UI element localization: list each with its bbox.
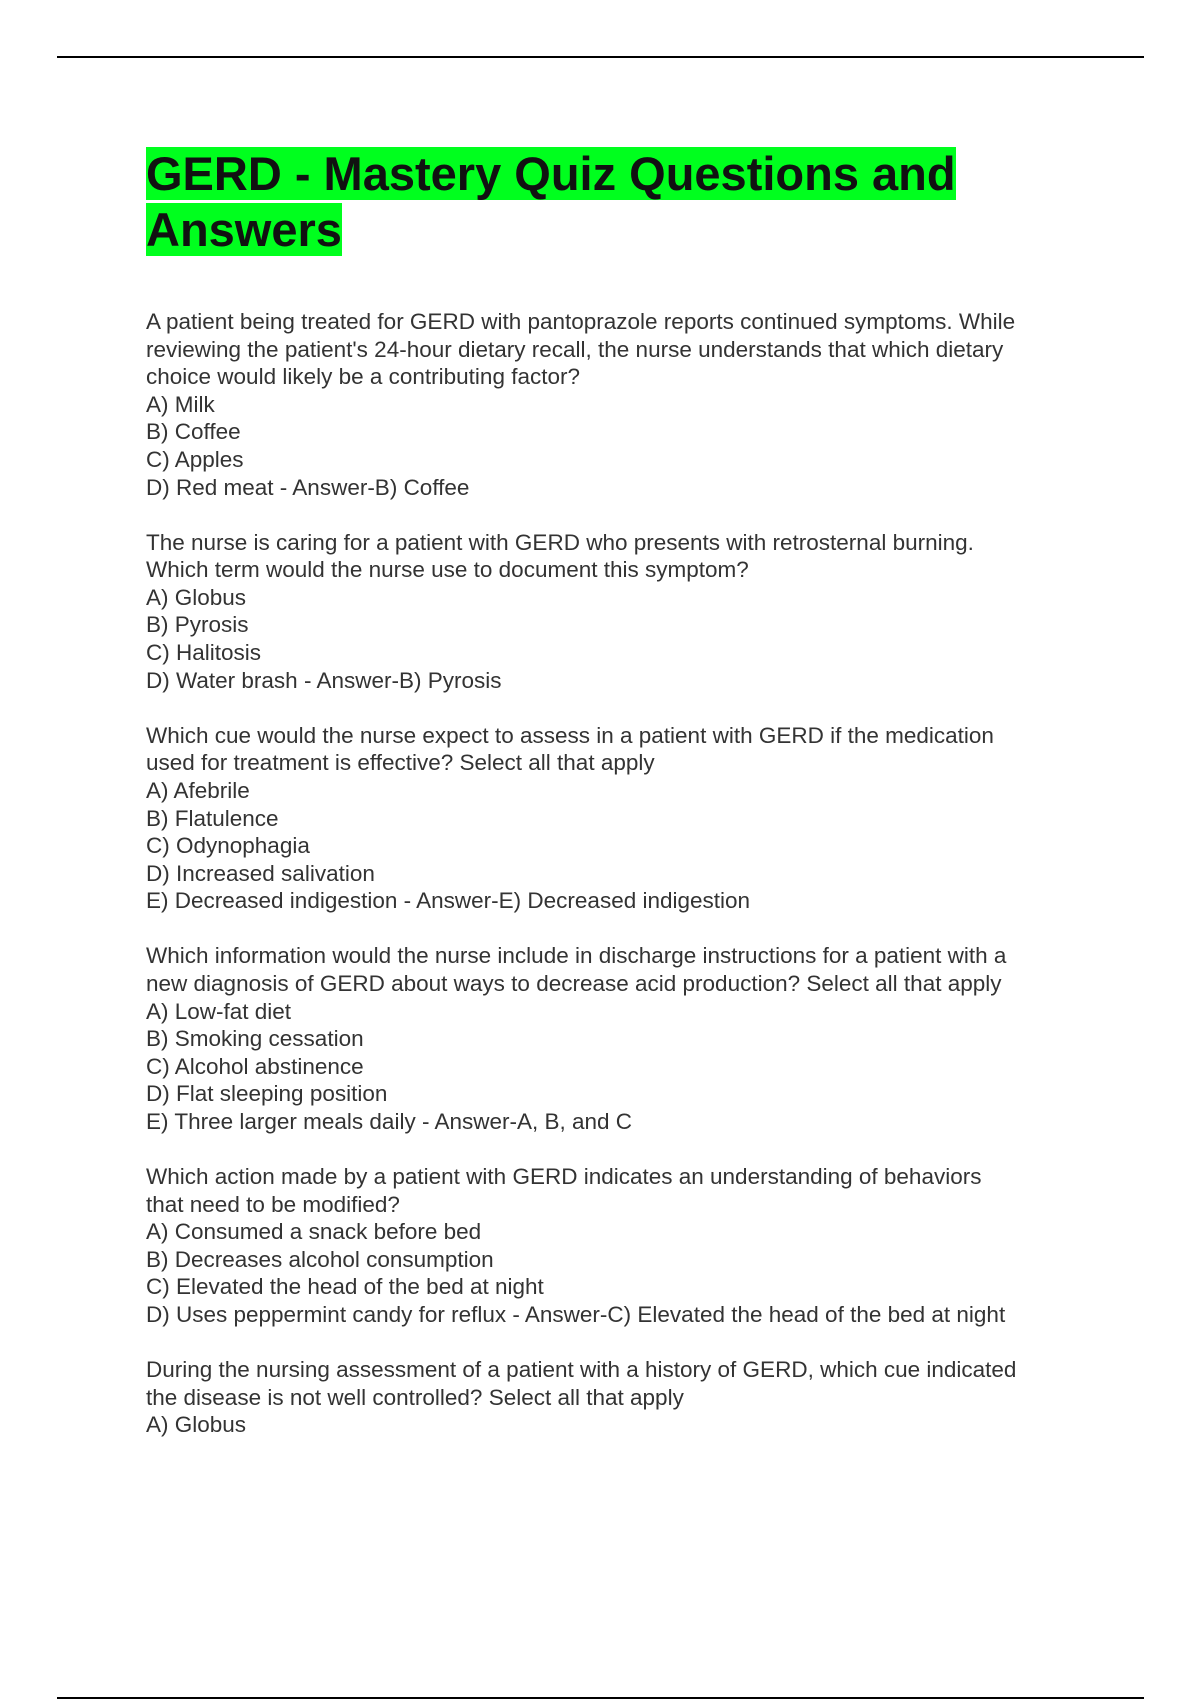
answer-option: A) Consumed a snack before bed — [146, 1219, 482, 1245]
question-text: Which cue would the nurse expect to assess in a patient with GERD if the medication — [146, 722, 994, 748]
question-text: new diagnosis of GERD about ways to decrease acid production? Select all that apply — [146, 970, 1002, 996]
question-block — [146, 942, 1096, 1135]
answer-option: C) Elevated the head of the bed at night — [146, 1274, 544, 1300]
answer-option-with-key: D) Red meat - Answer-B) Coffee — [146, 474, 470, 500]
bottom-rule — [57, 1697, 1144, 1699]
answer-option-with-key: D) Water brash - Answer-B) Pyrosis — [146, 667, 502, 693]
question-text: Which term would the nurse use to document this symptom? — [146, 557, 749, 583]
question-text: used for treatment is effective? Select all that apply — [146, 750, 655, 776]
question-text: A patient being treated for GERD with pantoprazole reports continued symptoms. While — [146, 309, 1016, 334]
question-block — [146, 529, 1096, 695]
question-text: Which action made by a patient with GERD indicates an understanding of behaviors — [146, 1164, 982, 1190]
question-text: The nurse is caring for a patient with GERD who presents with retrosternal burning. — [146, 529, 974, 555]
answer-option: A) Globus — [146, 1412, 247, 1438]
answer-option: B) Pyrosis — [146, 612, 249, 638]
page-content — [146, 146, 1096, 1466]
answer-option: C) Odynophagia — [146, 833, 310, 859]
answer-option: A) Milk — [146, 391, 215, 417]
question-block — [146, 308, 1096, 501]
answer-option-with-key: E) Three larger meals daily - Answer-A, B, and C — [146, 1108, 633, 1134]
question-text: choice would likely be a contributing factor? — [146, 364, 580, 390]
answer-option: A) Afebrile — [146, 777, 250, 803]
question-text: that need to be modified? — [146, 1191, 400, 1217]
answer-option-with-key: E) Decreased indigestion - Answer-E) Decreased indigestion — [146, 888, 751, 914]
answer-option: A) Low-fat diet — [146, 998, 292, 1024]
top-rule — [57, 56, 1144, 58]
answer-option: B) Flatulence — [146, 805, 279, 831]
question-block — [146, 722, 1096, 915]
answer-option: A) Globus — [146, 584, 247, 610]
answer-option: D) Flat sleeping position — [146, 1081, 388, 1107]
question-text: Which information would the nurse include in discharge instructions for a patient with a — [146, 943, 1007, 969]
answer-option-with-key: D) Uses peppermint candy for reflux - Answer-C) Elevated the head of the bed at night — [146, 1302, 1006, 1327]
question-block — [146, 1356, 1096, 1439]
answer-option: B) Decreases alcohol consumption — [146, 1246, 494, 1272]
question-block — [146, 1163, 1096, 1329]
document-title — [146, 146, 1046, 258]
question-text: the disease is not well controlled? Select all that apply — [146, 1384, 684, 1410]
answer-option: B) Smoking cessation — [146, 1026, 364, 1052]
answer-option: B) Coffee — [146, 419, 241, 445]
answer-option: C) Alcohol abstinence — [146, 1053, 364, 1079]
answer-option: C) Apples — [146, 446, 244, 472]
question-text: During the nursing assessment of a patient with a history of GERD, which cue indicated — [146, 1357, 1017, 1383]
title-highlight: GERD - Mastery Quiz Questions and Answers — [146, 147, 956, 256]
question-text: reviewing the patient's 24-hour dietary recall, the nurse understands that which dietary — [146, 336, 1004, 362]
question-list — [146, 308, 1096, 1439]
answer-option: C) Halitosis — [146, 640, 262, 666]
answer-option: D) Increased salivation — [146, 860, 375, 886]
